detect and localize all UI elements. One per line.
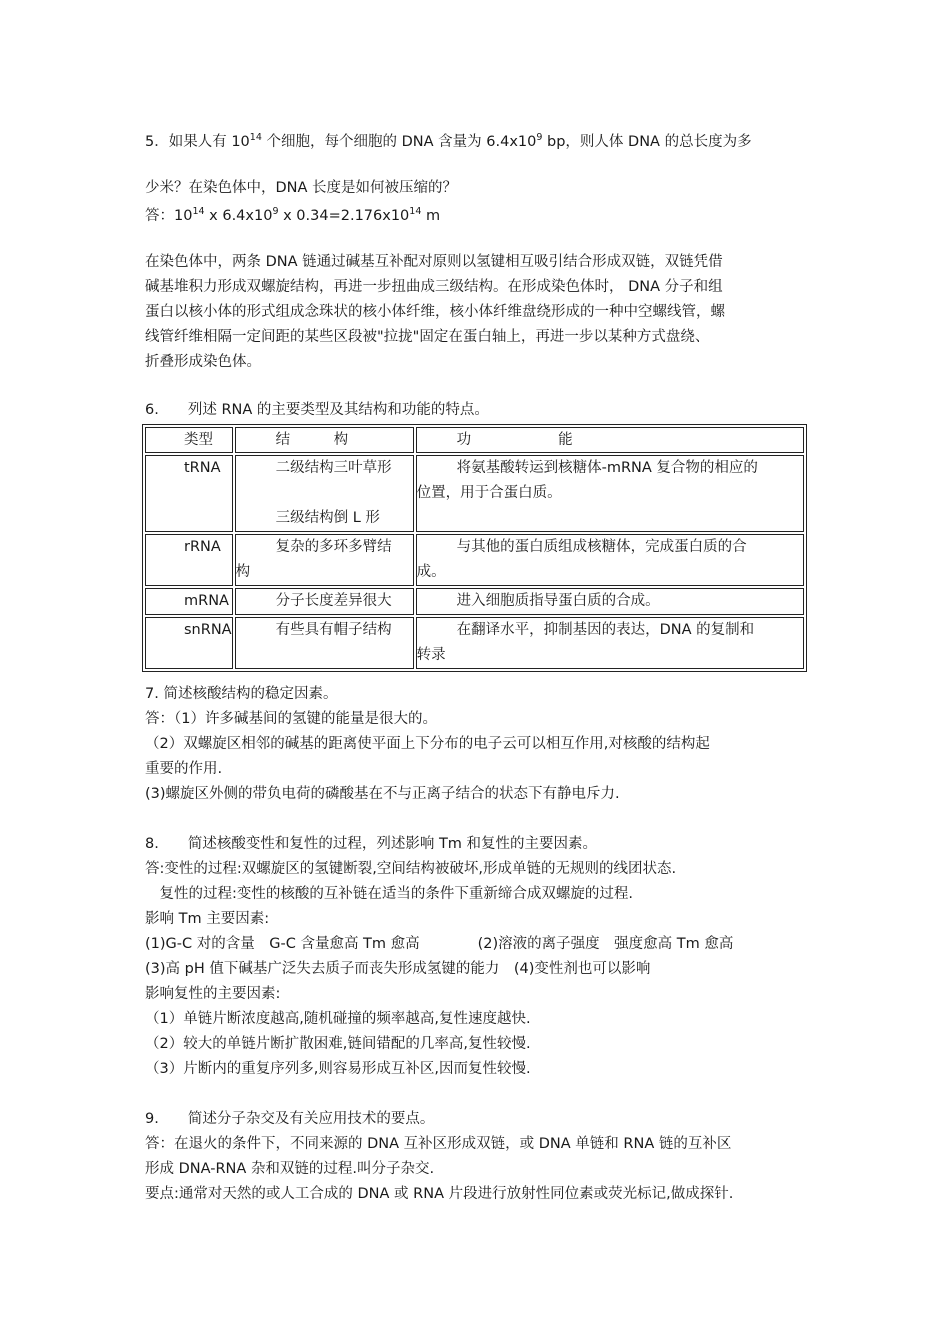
text-line: （2）较大的单链片断扩散困难,链间错配的几率高,复性较慢. xyxy=(145,1036,531,1052)
cell-function: 将氨基酸转运到核糖体-mRNA 复合物的相应的 位置，用于合蛋白质。 xyxy=(416,455,804,532)
text-line: （1）单链片断浓度越高,随机碰撞的频率越高,复性速度越快. xyxy=(145,1011,531,1027)
cell-type: tRNA xyxy=(145,455,233,532)
cell-structure: 复杂的多环多臂结 构 xyxy=(235,534,414,586)
q5-question-line1: 5．如果人有 $10^{14}$ 个细胞，每个细胞的 DNA 含量为 $6.4x10^9$ bp，则人体 DNA 的总长度为多 xyxy=(145,132,752,150)
header-structure: 结 构 xyxy=(235,427,414,453)
q5-explanation xyxy=(145,250,810,375)
text-line: 答:变性的过程:双螺旋区的氢键断裂,空间结构被破坏,形成单链的无规则的线团状态. xyxy=(145,861,677,877)
text-line: （3）片断内的重复序列多,则容易形成互补区,因而复性较慢. xyxy=(145,1061,531,1077)
cell-structure: 有些具有帽子结构 xyxy=(235,617,414,669)
table-row xyxy=(145,534,804,586)
table-header-row xyxy=(145,427,804,453)
q5-answer: 答：$10^{14}$ x $6.4x10^9$ x $0.34=2.176x10^{14}$ m xyxy=(145,206,441,224)
q9-section xyxy=(145,1107,810,1207)
header-type: 类型 xyxy=(145,427,233,453)
text-line: 重要的作用. xyxy=(145,761,223,777)
q9-title: 9. 简述分子杂交及有关应用技术的要点。 xyxy=(145,1111,435,1127)
text-line: (1)G-C 对的含量 G-C 含量愈高 Tm 愈高 (2)溶液的离子强度 强度愈高 Tm 愈高 xyxy=(145,936,734,952)
rna-types-table-wrapper xyxy=(142,424,807,663)
cell-structure: 二级结构三叶草形 三级结构倒 L 形 xyxy=(235,455,414,532)
table-row xyxy=(145,455,804,532)
q5-question-line2: 少米？在染色体中，DNA 长度是如何被压缩的？ xyxy=(145,180,458,196)
cell-type: snRNA xyxy=(145,617,233,669)
cell-function: 与其他的蛋白质组成核糖体，完成蛋白质的合 成。 xyxy=(416,534,804,586)
text-line: 答：在退火的条件下，不同来源的 DNA 互补区形成双链，或 DNA 单链和 RNA 链的互补区 xyxy=(145,1136,732,1152)
text-line: (3)高 pH 值下碱基广泛失去质子而丧失形成氢键的能力 (4)变性剂也可以影响 xyxy=(145,961,651,977)
text-line: 形成 DNA-RNA 杂和双链的过程.叫分子杂交. xyxy=(145,1161,435,1177)
text-line: 碱基堆积力形成双螺旋结构，再进一步扭曲成三级结构。在形成染色体时， DNA 分子和组 xyxy=(145,279,723,295)
cell-structure: 分子长度差异很大 xyxy=(235,588,414,615)
text-line: 折叠形成染色体。 xyxy=(145,354,261,370)
table-row xyxy=(145,617,804,669)
text-line: 蛋白以核小体的形式组成念珠状的核小体纤维，核小体纤维盘绕形成的一种中空螺线管，螺 xyxy=(145,304,725,320)
q8-section xyxy=(145,832,810,1082)
q7-title: 7. 简述核酸结构的稳定因素。 xyxy=(145,686,338,702)
cell-type: mRNA xyxy=(145,588,233,615)
text-line: (3)螺旋区外侧的带负电荷的磷酸基在不与正离子结合的状态下有静电斥力. xyxy=(145,786,620,802)
text-line: 在染色体中，两条 DNA 链通过碱基互补配对原则以氢键相互吸引结合形成双链，双链凭借 xyxy=(145,254,723,270)
text-line: 复性的过程:变性的核酸的互补链在适当的条件下重新缔合成双螺旋的过程. xyxy=(145,886,633,902)
cell-function: 在翻译水平，抑制基因的表达，DNA 的复制和 转录 xyxy=(416,617,804,669)
table-row xyxy=(145,588,804,615)
text-line: 要点:通常对天然的或人工合成的 DNA 或 RNA 片段进行放射性同位素或荧光标记,做成探针. xyxy=(145,1186,734,1202)
text-line: 影响 Tm 主要因素: xyxy=(145,911,270,927)
q8-title: 8. 简述核酸变性和复性的过程，列述影响 Tm 和复性的主要因素。 xyxy=(145,836,598,852)
text-line: （2）双螺旋区相邻的碱基的距离使平面上下分布的电子云可以相互作用,对核酸的结构起 xyxy=(145,736,710,752)
q6-title: 6. 列述 RNA 的主要类型及其结构和功能的特点。 xyxy=(145,402,489,418)
text-line: 影响复性的主要因素: xyxy=(145,986,281,1002)
text-line: 线管纤维相隔一定间距的某些区段被"拉拢"固定在蛋白轴上，再进一步以某种方式盘绕、 xyxy=(145,329,710,345)
cell-type: rRNA xyxy=(145,534,233,586)
q7-section xyxy=(145,682,810,807)
text-line: 答：（1）许多碱基间的氢键的能量是很大的。 xyxy=(145,711,437,727)
cell-function: 进入细胞质指导蛋白质的合成。 xyxy=(416,588,804,615)
rna-types-table xyxy=(142,424,807,672)
header-function: 功 能 xyxy=(416,427,804,453)
